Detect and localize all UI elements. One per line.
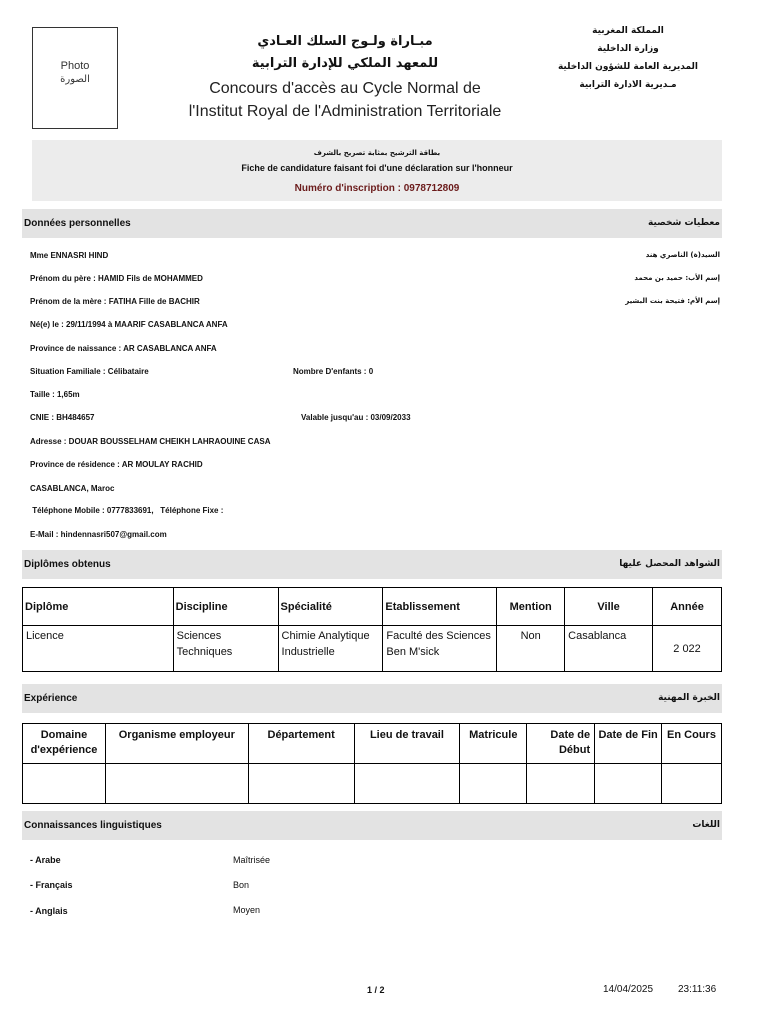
registration-number: Numéro d'inscription : 0978712809: [294, 183, 460, 194]
ministry-line-3: المديرية العامة للشؤون الداخلية: [557, 62, 699, 72]
contest-title-ar-2: للمعهد الملكي للإدارة الترابية: [251, 56, 439, 71]
ministry-line-1: المملكة المغربية: [592, 26, 664, 36]
col-employer: Organisme employeur: [105, 724, 248, 764]
language-name: [30, 855, 61, 865]
ministry-line-4: مـديرية الادارة الترابية: [579, 80, 677, 90]
col-establishment: Etablissement: [383, 588, 497, 626]
contest-title-fr-2: l'Institut Royal de l'Administration Territoriale: [188, 103, 502, 120]
col-city: Ville: [565, 588, 653, 626]
mother-name-ar: إسم الأم: فتيحة بنت البشير: [625, 297, 720, 305]
table-row: [23, 626, 722, 672]
language-level: Moyen: [233, 905, 261, 915]
table-header-row: [23, 724, 722, 764]
section-experience-title-ar: الخبرة المهنية: [658, 693, 720, 703]
col-ongoing: En Cours: [662, 724, 722, 764]
language-name-text: - Anglais: [30, 906, 68, 916]
height: Taille : 1,65m: [30, 390, 80, 399]
section-diplomas-title: Diplômes obtenus: [24, 559, 111, 570]
cell-discipline: Sciences Techniques: [173, 626, 278, 672]
fiche-banner: [32, 140, 722, 201]
language-name: [30, 880, 73, 890]
col-discipline: Discipline: [173, 588, 278, 626]
language-name-text: - Français: [30, 880, 73, 890]
family-status: Situation Familiale : Célibataire: [30, 367, 149, 376]
father-name: Prénom du père : HAMID Fils de MOHAMMED: [30, 274, 203, 283]
col-mention: Mention: [497, 588, 565, 626]
table-row: [23, 764, 722, 804]
table-cell: [354, 764, 460, 804]
father-name-ar: إسم الأب: حميد بن محمد: [634, 274, 720, 282]
section-languages-title: Connaissances linguistiques: [24, 820, 162, 831]
language-name: [30, 906, 68, 916]
cell-specialty: Chimie Analytique Industrielle: [278, 626, 383, 672]
cell-establishment: Faculté des Sciences Ben M'sick: [383, 626, 497, 672]
language-level: Bon: [233, 880, 250, 890]
table-cell: [662, 764, 722, 804]
photo-label-fr: Photo: [60, 60, 90, 72]
table-cell: [595, 764, 662, 804]
section-experience-title: Expérience: [24, 693, 78, 704]
contest-title-fr-1: Concours d'accès au Cycle Normal de: [209, 80, 481, 97]
cnie-valid-until: Valable jusqu'au : 03/09/2033: [301, 413, 411, 422]
language-name-text: - Arabe: [30, 855, 61, 865]
section-experience: [22, 684, 722, 713]
fiche-title-fr: Fiche de candidature faisant foi d'une déclaration sur l'honneur: [241, 163, 513, 173]
section-personal: [22, 209, 722, 238]
section-diplomas: [22, 550, 722, 579]
cell-mention: Non: [497, 626, 565, 672]
col-start-date: Date de Début: [527, 724, 595, 764]
print-time: 23:11:36: [678, 984, 717, 995]
table-cell: [105, 764, 248, 804]
language-level: Maîtrisée: [233, 855, 271, 865]
photo-label-ar: الصورة: [60, 74, 90, 85]
section-personal-title: Données personnelles: [24, 218, 131, 229]
col-domain: Domaine d'expérience: [23, 724, 106, 764]
cell-diploma: Licence: [23, 626, 174, 672]
col-specialty: Spécialité: [278, 588, 383, 626]
residence-province: Province de résidence : AR MOULAY RACHID: [30, 460, 203, 469]
col-year: Année: [653, 588, 722, 626]
candidate-name: Mme ENNASRI HIND: [30, 251, 109, 260]
cnie: CNIE : BH484657: [30, 413, 95, 422]
col-workplace: Lieu de travail: [354, 724, 460, 764]
photo-placeholder: [32, 27, 118, 129]
table-cell: [460, 764, 527, 804]
cell-city: Casablanca: [565, 626, 653, 672]
table-cell: [527, 764, 595, 804]
section-diplomas-title-ar: الشواهد المحصل عليها: [619, 559, 720, 569]
candidate-name-ar: السيد(ة) الناصري هند: [645, 251, 720, 259]
col-end-date: Date de Fin: [595, 724, 662, 764]
children-count: Nombre D'enfants : 0: [293, 367, 374, 376]
fiche-title-ar: بطاقة الترشيح بمثابة تصريح بالشرف: [313, 149, 441, 157]
ministry-header: [518, 22, 738, 94]
mother-name: Prénom de la mère : FATIHA Fille de BACHIR: [30, 297, 200, 306]
address: Adresse : DOUAR BOUSSELHAM CHEIKH LAHRAOUINE CASA: [30, 437, 271, 446]
diplomas-table: [22, 587, 722, 672]
section-languages-title-ar: اللغات: [692, 820, 720, 830]
table-cell: [248, 764, 354, 804]
col-diploma: Diplôme: [23, 588, 174, 626]
table-header-row: [23, 588, 722, 626]
phone-numbers: Téléphone Mobile : 0777833691, Téléphone Fixe :: [30, 506, 224, 515]
email: E-Mail : hindennasri507@gmail.com: [30, 530, 167, 539]
col-department: Département: [248, 724, 354, 764]
cell-year: 2 022: [653, 626, 722, 672]
col-registration: Matricule: [460, 724, 527, 764]
table-cell: [23, 764, 106, 804]
experience-table: [22, 723, 722, 804]
city-country: CASABLANCA, Maroc: [30, 484, 115, 493]
section-languages: [22, 811, 722, 840]
contest-title-ar-1: مبـاراة ولـوج السلك العـادي: [257, 34, 433, 49]
ministry-line-2: وزارة الداخلية: [597, 44, 659, 54]
birth-province: Province de naissance : AR CASABLANCA ANFA: [30, 344, 217, 353]
section-personal-title-ar: معطيات شخصية: [648, 218, 720, 228]
page-number: 1 / 2: [367, 985, 385, 995]
birth-info: Né(e) le : 29/11/1994 à MAARIF CASABLANCA ANFA: [30, 320, 228, 329]
print-date: 14/04/2025: [603, 984, 654, 995]
